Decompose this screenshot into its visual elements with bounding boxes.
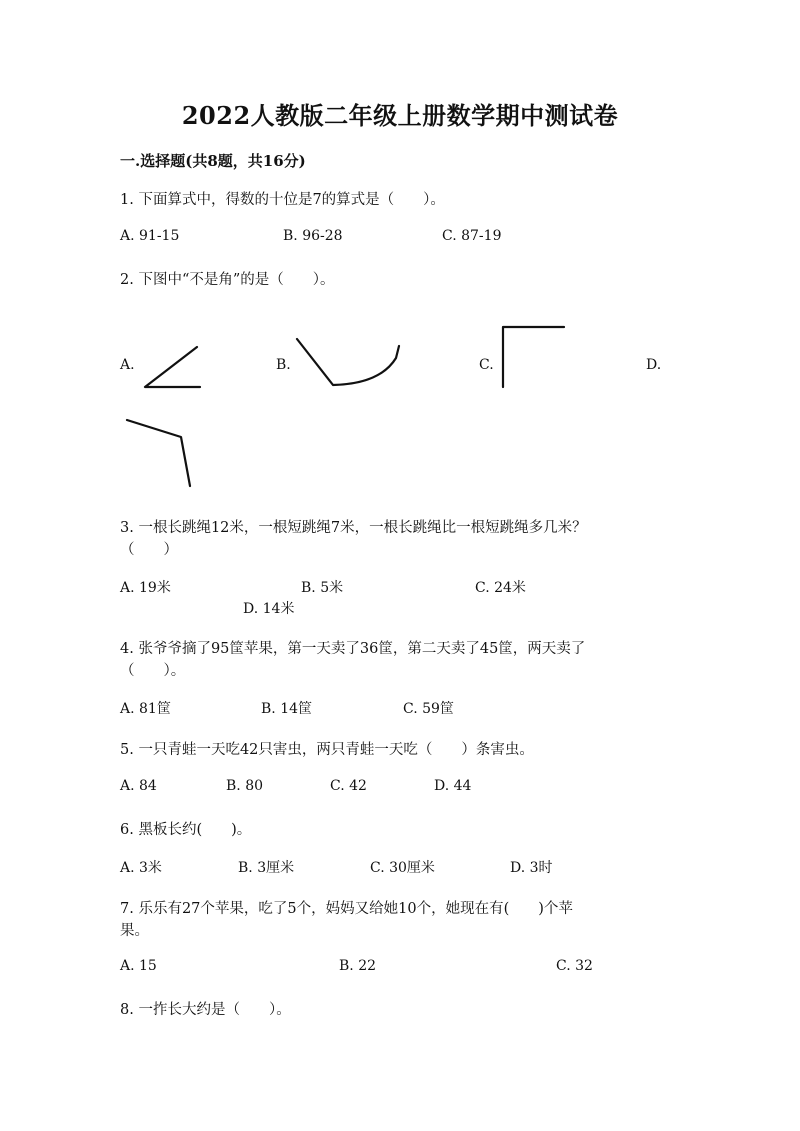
question-8-stem: 8. 一拃长大约是（ ）。	[120, 1002, 291, 1018]
curve-b-icon	[297, 339, 399, 385]
q4-option-c: C. 59筐	[403, 701, 454, 717]
q6-option-c: C. 30厘米	[370, 860, 435, 876]
q2-option-b: B.	[276, 357, 291, 373]
q5-option-d: D. 44	[434, 778, 472, 794]
q5-option-c: C. 42	[330, 778, 367, 794]
q6-option-b: B. 3厘米	[238, 860, 295, 876]
q6-option-a: A. 3米	[120, 860, 162, 876]
q1-option-a: A. 91-15	[120, 228, 180, 244]
question-2-stem: 2. 下图中“不是角”的是（ ）。	[120, 272, 335, 288]
question-7-stem-cont: 果。	[120, 923, 149, 939]
q7-option-b: B. 22	[339, 958, 377, 974]
page-title: 2022人教版二年级上册数学期中测试卷	[181, 101, 619, 130]
question-5-stem: 5. 一只青蛙一天吃42只害虫，两只青蛙一天吃（ ）条害虫。	[120, 742, 534, 758]
q4-option-b: B. 14筐	[261, 701, 313, 717]
q5-option-a: A. 84	[120, 778, 157, 794]
bent-line-d-icon	[127, 420, 190, 486]
question-1-stem: 1. 下面算式中，得数的十位是7的算式是（ ）。	[120, 192, 445, 208]
q6-option-d: D. 3时	[510, 860, 553, 876]
question-6-stem: 6. 黑板长约( )。	[120, 822, 252, 838]
section-heading: 一.选择题(共8题，共16分)	[120, 152, 306, 170]
q3-option-c: C. 24米	[475, 580, 526, 596]
q2-option-c: C.	[479, 357, 494, 373]
q3-option-b: B. 5米	[301, 580, 344, 596]
question-7-stem: 7. 乐乐有27个苹果，吃了5个，妈妈又给她10个，她现在有( )个苹	[120, 901, 573, 917]
q4-option-a: A. 81筐	[120, 701, 171, 717]
q7-option-a: A. 15	[120, 958, 157, 974]
q2-option-d: D.	[646, 357, 662, 373]
q1-option-c: C. 87-19	[442, 228, 502, 244]
question-4-stem: 4. 张爷爷摘了95筐苹果，第一天卖了36筐，第二天卖了45筐，两天卖了	[120, 641, 586, 657]
question-3-stem: 3. 一根长跳绳12米，一根短跳绳7米，一根长跳绳比一根短跳绳多几米？	[120, 520, 587, 536]
q7-option-c: C. 32	[556, 958, 593, 974]
q3-option-d: D. 14米	[243, 601, 295, 617]
question-4-stem-cont: （ ）。	[120, 663, 186, 679]
q5-option-b: B. 80	[226, 778, 264, 794]
q1-option-b: B. 96-28	[283, 228, 343, 244]
angle-a-icon	[145, 347, 200, 387]
question-3-stem-cont: （ ）	[120, 542, 178, 558]
q3-option-a: A. 19米	[120, 580, 171, 596]
right-angle-c-icon	[503, 327, 564, 387]
q2-option-a: A.	[120, 357, 135, 373]
